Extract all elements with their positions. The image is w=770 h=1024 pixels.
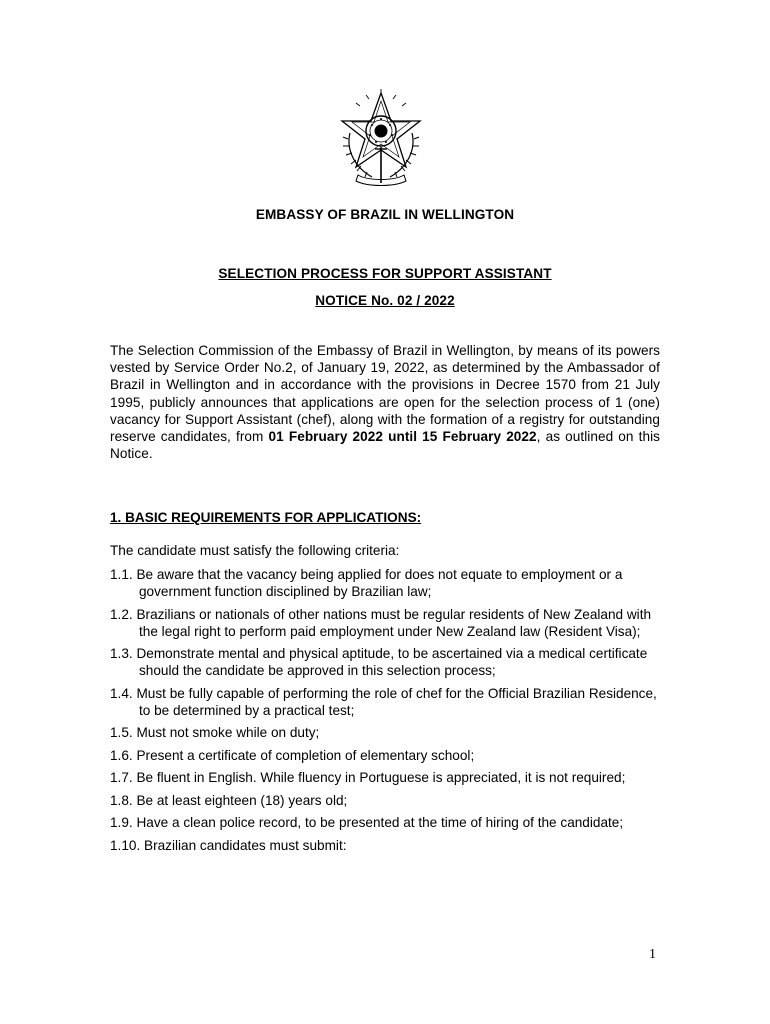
section-1-lead: The candidate must satisfy the following criteria: (110, 543, 400, 558)
requirement-number: 1.10. (110, 837, 141, 853)
intro-text: The Selection Commission of the Embassy of Brazil in Wellington, by means of its powers vested by Service Order No.2, of January 19, 2022, as determined by the Ambassador of Brazil in Wellington and in accordance with the provisions in Decree 1570 from 21 July 1995, publicly announces that applications are open for the selection process of 1 (one) vacancy for Support Assistant (chef), along with the formation of a registry for outstanding reserve candidates, from (110, 343, 660, 445)
requirement-item (110, 814, 662, 831)
requirement-text: Must not smoke while on duty; (136, 725, 320, 740)
requirement-text: Demonstrate mental and physical aptitude, to be ascertained via a medical certificate should the candidate be approved in this selection process; (136, 646, 648, 678)
requirement-number: 1.7. (110, 770, 133, 785)
requirement-item (110, 606, 662, 640)
requirement-item (110, 792, 662, 809)
requirement-item (110, 837, 662, 854)
requirement-number: 1.1. (110, 567, 133, 582)
requirements-list (110, 566, 662, 859)
requirement-text: Be at least eighteen (18) years old; (136, 792, 348, 808)
requirement-text: Must be fully capable of performing the role of chef for the Official Brazilian Residence, to be determined by a practical test; (136, 685, 657, 718)
requirement-item (110, 566, 662, 600)
requirement-item (110, 769, 662, 786)
notice-number: NOTICE No. 02 / 2022 (315, 293, 455, 308)
application-period: 01 February 2022 until 15 February 2022 (268, 429, 537, 445)
requirement-text: Present a certificate of completion of elementary school; (136, 747, 475, 763)
requirement-item (110, 724, 662, 741)
intro-paragraph (110, 342, 660, 462)
requirement-number: 1.9. (110, 815, 133, 830)
brazil-coat-of-arms-icon (336, 89, 426, 189)
requirement-text: Have a clean police record, to be presented at the time of hiring of the candidate; (136, 815, 624, 830)
requirement-number: 1.8. (110, 792, 133, 808)
intro-text-end: , as outlined on this Notice. (110, 429, 660, 462)
requirement-item (110, 747, 662, 764)
process-title: SELECTION PROCESS FOR SUPPORT ASSISTANT (218, 266, 552, 281)
requirement-text: Brazilian candidates must submit: (144, 837, 347, 853)
page-number: 1 (649, 947, 656, 962)
section-1-title: 1. BASIC REQUIREMENTS FOR APPLICATIONS: (110, 510, 422, 525)
requirement-number: 1.4. (110, 685, 133, 701)
requirement-number: 1.6. (110, 747, 133, 763)
requirement-item (110, 645, 662, 679)
requirement-text: Be aware that the vacancy being applied for does not equate to employment or a government function disciplined by Brazilian law; (136, 567, 623, 599)
requirement-item (110, 685, 662, 719)
requirement-text: Brazilians or nationals of other nations must be regular residents of New Zealand with the legal right to perform paid employment under New Zealand law (Resident Visa); (136, 606, 652, 639)
embassy-heading: EMBASSY OF BRAZIL IN WELLINGTON (255, 207, 515, 222)
requirement-number: 1.3. (110, 646, 133, 661)
requirement-number: 1.2. (110, 606, 133, 622)
requirement-text: Be fluent in English. While fluency in Portuguese is appreciated, it is not required; (136, 770, 626, 785)
requirement-number: 1.5. (110, 725, 133, 740)
